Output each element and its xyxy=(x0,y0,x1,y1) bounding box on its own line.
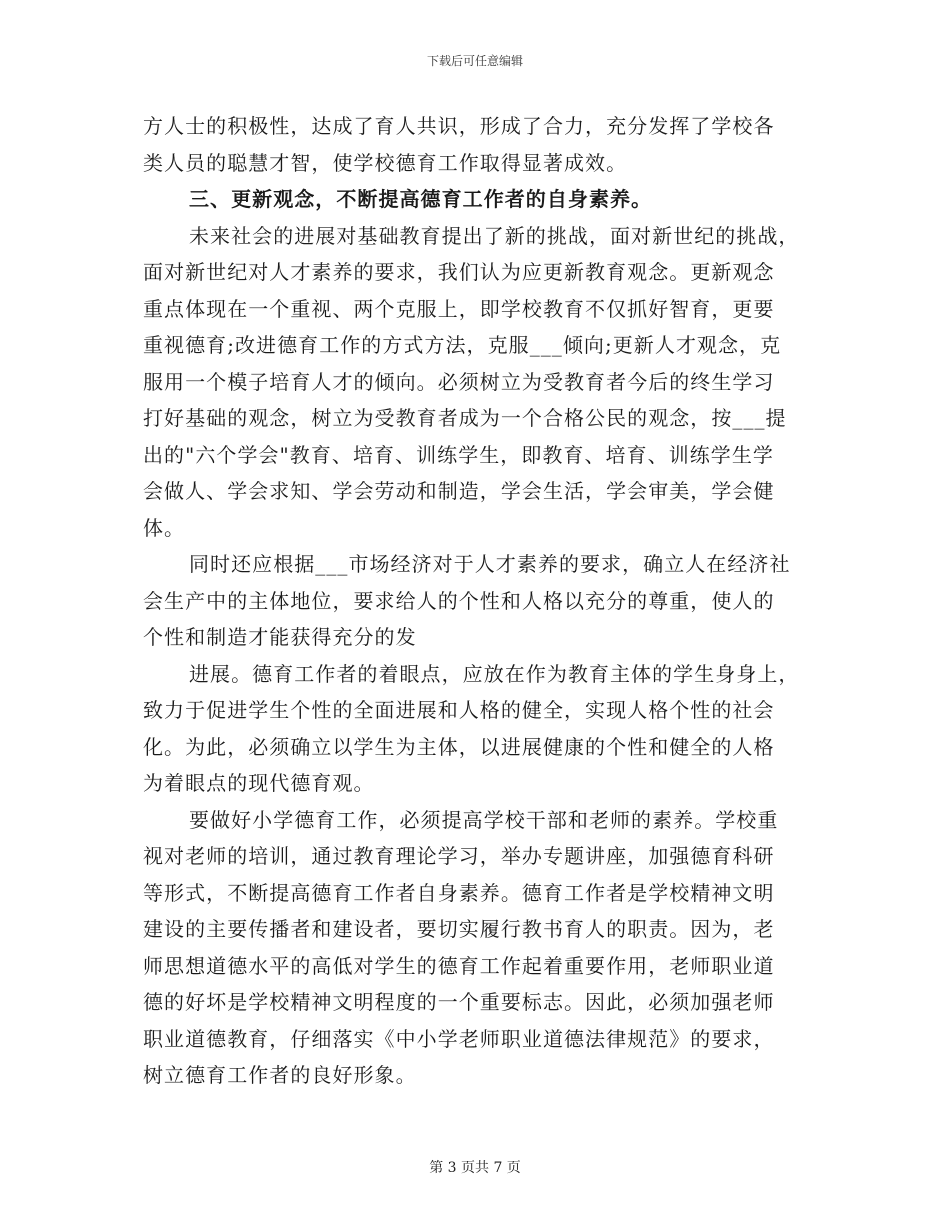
page-number: 第 3 页共 7 页 xyxy=(429,1160,521,1176)
body-line: 德的好坏是学校精神文明程度的一个重要标志。因此，必须加强老师 xyxy=(143,990,775,1014)
body-line: 重点体现在一个重视、两个克服上，即学校教育不仅抓好智育，更要 xyxy=(143,296,775,321)
body-line: 同时还应根据___市场经济对于人才素养的要求，确立人在经济社 xyxy=(189,552,791,576)
body-line: 面对新世纪对人才素养的要求，我们认为应更新教育观念。更新观念 xyxy=(143,260,775,284)
body-line: 会生产中的主体地位，要求给人的个性和人格以充分的尊重，使人的 xyxy=(143,588,775,613)
body-line: 重视德育;改进德育工作的方式方法，克服___倾向;更新人才观念，克 xyxy=(143,333,782,357)
body-line: 进展。德育工作者的着眼点，应放在作为教育主体的学生身身上， xyxy=(189,661,800,686)
body-line: 致力于促进学生个性的全面进展和人格的健全，实现人格个性的社会 xyxy=(143,698,775,722)
body-line: 视对老师的培训，通过教育理论学习，举办专题讲座，加强德育科研 xyxy=(143,844,775,868)
body-line: 未来社会的进展对基础教育提出了新的挑战，面对新世纪的挑战， xyxy=(189,223,800,248)
body-line: 类人员的聪慧才智，使学校德育工作取得显著成效。 xyxy=(143,150,628,175)
body-line: 建设的主要传播者和建设者，要切实履行教书育人的职责。因为，老 xyxy=(143,917,775,941)
body-line: 打好基础的观念，树立为受教育者成为一个合格公民的观念，按___提 xyxy=(143,406,787,430)
body-line: 要做好小学德育工作，必须提高学校干部和老师的素养。学校重 xyxy=(189,807,779,832)
body-line: 化。为此，必须确立以学生为主体，以进展健康的个性和健全的人格 xyxy=(143,734,775,759)
body-line: 师思想道德水平的高低对学生的德育工作起着重要作用，老师职业道 xyxy=(143,953,775,978)
body-line: 树立德育工作者的良好形象。 xyxy=(143,1063,417,1087)
body-line: 个性和制造才能获得充分的发 xyxy=(143,625,417,649)
body-line: 出的"六个学会"教育、培育、训练学生，即教育、培育、训练学生学 xyxy=(143,442,774,467)
body-line: 体。 xyxy=(143,515,186,540)
section-heading: 三、更新观念，不断提高德育工作者的自身素养。 xyxy=(189,187,653,211)
page-header: 下载后可任意编辑 xyxy=(426,54,523,68)
body-line: 服用一个模子培育人才的倾向。必须树立为受教育者今后的终生学习 xyxy=(143,369,775,394)
body-line: 职业道德教育，仔细落实《中小学老师职业道德法律规范》的要求， xyxy=(143,1026,775,1051)
body-line: 方人士的积极性，达成了育人共识，形成了合力，充分发挥了学校各 xyxy=(143,114,775,138)
body-line: 等形式，不断提高德育工作者自身素养。德育工作者是学校精神文明 xyxy=(143,880,775,905)
body-line: 为着眼点的现代德育观。 xyxy=(143,771,375,795)
body-line: 会做人、学会求知、学会劳动和制造，学会生活，学会审美，学会健 xyxy=(143,479,775,503)
document-body xyxy=(143,108,813,1094)
